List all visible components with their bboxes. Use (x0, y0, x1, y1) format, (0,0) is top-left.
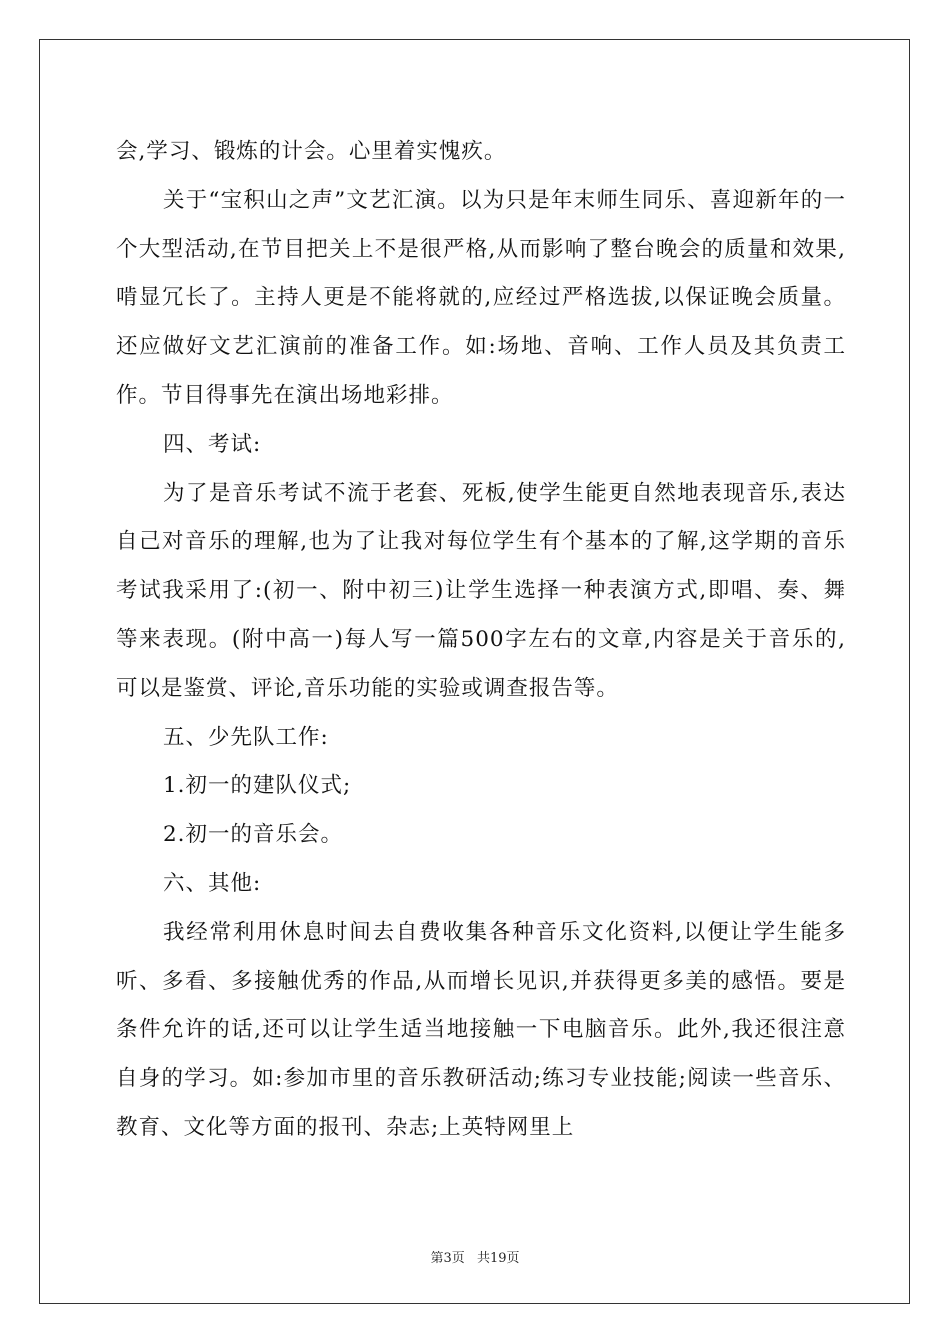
paragraph-1: 会,学习、锻炼的计会。心里着实愧疚。 (116, 139, 507, 164)
page-total: 共19页 (476, 1251, 520, 1266)
paragraph-9: 我经常利用休息时间去自费收集各种音乐文化资料,以便让学生能多听、多看、多接触优秀的作品,从而增长见识,并获得更多美的感悟。要是条件允许的话,还可以让学生适当地接触一下电脑音乐。此外,我还很注意自身的学习。如:参加市里的音乐教研活动;练习专业技能;阅读一些音乐、教育、文化等方面的报刊、杂志;上英特网里上 (116, 919, 846, 1140)
paragraph-4: 为了是音乐考试不流于老套、死板,使学生能更自然地表现音乐,表达自己对音乐的理解,也为了让我对每位学生有个基本的了解,这学期的音乐考试我采用了:(初一、附中初三)让学生选择一种表演方式,即唱、奏、舞等来表现。(附中高一)每人写一篇500字左右的文章,内容是关于音乐的,可以是鉴赏、评论,音乐功能的实验或调查报告等。 (116, 480, 846, 701)
list-item-2: 2.初一的音乐会。 (163, 822, 344, 848)
section-heading-young-pioneers: 五、少先队工作: (163, 724, 329, 750)
document-body (116, 128, 846, 1153)
list-item-1: 1.初一的建队仪式; (163, 773, 352, 799)
section-heading-exam: 四、考试: (163, 431, 262, 457)
page-number: 第3页 (430, 1251, 465, 1266)
page-footer (0, 1247, 950, 1266)
section-heading-other: 六、其他: (163, 870, 262, 896)
paragraph-2: 关于“宝积山之声”文艺汇演。以为只是年末师生同乐、喜迎新年的一个大型活动,在节目把关上不是很严格,从而影响了整台晚会的质量和效果,啃显冗长了。主持人更是不能将就的,应经过严格选拔,以保证晚会质量。还应做好文艺汇演前的准备工作。如:场地、音响、工作人员及其负责工作。节目得事先在演出场地彩排。 (116, 187, 846, 408)
